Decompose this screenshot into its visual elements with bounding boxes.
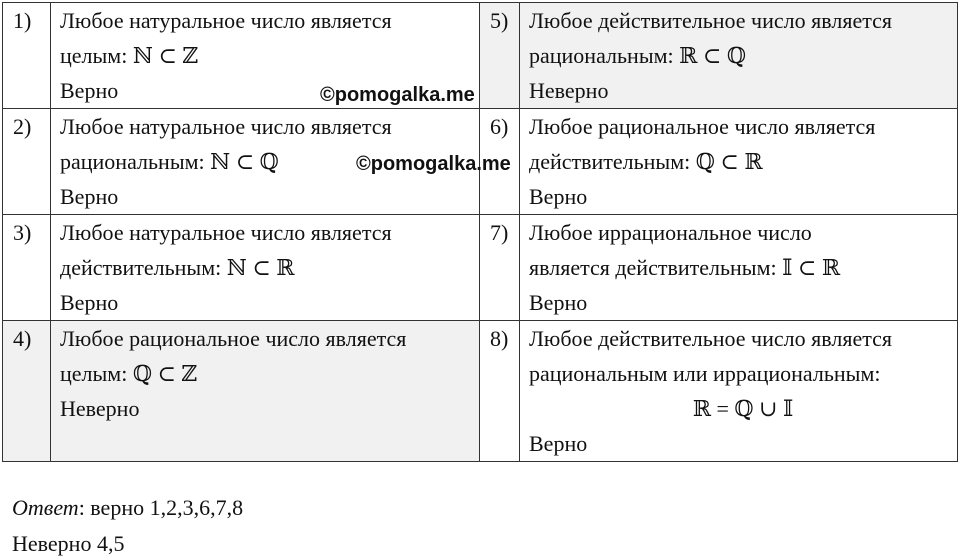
statement-cell [520,215,958,321]
table-row [3,215,958,321]
statement-text: Любое иррациональное число [529,220,812,245]
statement-cell [51,215,480,321]
table-row [3,3,958,109]
statement-number: 5) [480,3,520,109]
watermark: ©pomogalka.me [356,153,511,175]
statement-cell [520,109,958,215]
statement-cell [520,321,958,462]
statement-number: 3) [3,215,51,321]
statement-verdict: Верно [60,184,119,209]
statement-formula: целым: ℚ ⊂ ℤ [60,361,198,386]
statement-formula: действительным: ℚ ⊂ ℝ [529,149,763,174]
table-row [3,321,958,462]
statement-cell [51,321,480,462]
statement-verdict: Верно [529,184,588,209]
answer-label: Ответ [12,495,79,520]
statement-text: Любое рациональное число является [529,114,876,139]
statements-table [2,2,958,462]
statement-number: 6) [480,109,520,215]
statement-verdict: Верно [529,290,588,315]
statement-formula: является действительным: 𝕀 ⊂ ℝ [529,255,841,280]
statement-text: Любое натуральное число является [60,220,392,245]
statement-formula: рациональным: ℕ ⊂ ℚ [60,149,279,174]
statement-number: 8) [480,321,520,462]
statement-formula: ℝ = ℚ ∪ 𝕀 [692,396,794,421]
statement-verdict: Неверно [529,78,609,103]
statement-verdict: Неверно [60,396,140,421]
watermark: ©pomogalka.me [320,84,475,106]
statement-text: Любое действительное число является [529,326,892,351]
statement-verdict: Верно [60,78,119,103]
statement-number: 2) [3,109,51,215]
statement-formula: действительным: ℕ ⊂ ℝ [60,255,295,280]
statement-verdict: Верно [60,290,119,315]
statement-text: Любое рациональное число является [60,326,407,351]
statement-cell [520,3,958,109]
answer-true-list: : верно 1,2,3,6,7,8 [78,495,244,520]
statement-number: 7) [480,215,520,321]
answer-false-list: Неверно 4,5 [12,531,125,556]
statement-text: Любое натуральное число является [60,114,392,139]
statement-text: Любое натуральное число является [60,8,392,33]
statement-number: 4) [3,321,51,462]
statement-text: Любое действительное число является [529,8,892,33]
statement-text: рациональным или иррациональным: [529,361,881,386]
statement-number: 1) [3,3,51,109]
statement-formula: целым: ℕ ⊂ ℤ [60,43,199,68]
statement-verdict: Верно [529,431,588,456]
answer-line [12,494,243,522]
statement-formula: рациональным: ℝ ⊂ ℚ [529,43,747,68]
